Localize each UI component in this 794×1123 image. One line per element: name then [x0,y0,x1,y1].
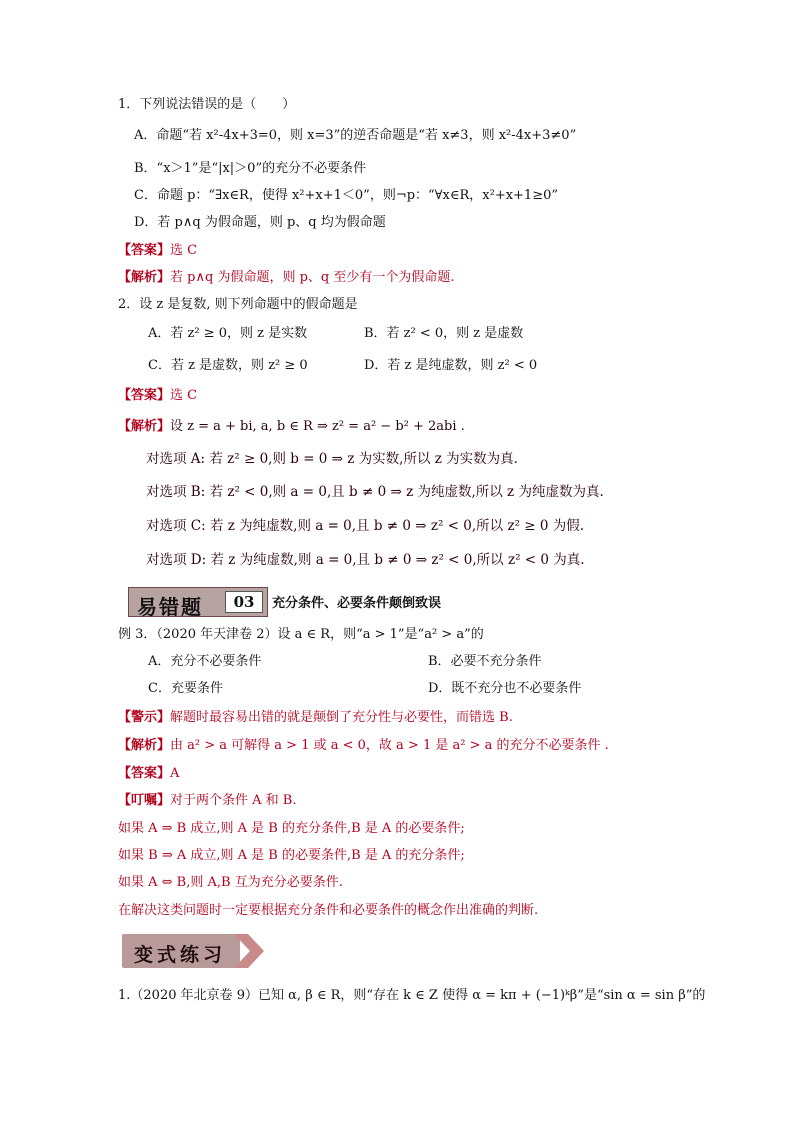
q2-option-b: B．若 z² < 0，则 z 是虚数 [364,326,524,341]
ex3-rule-2: 如果 B ⇒ A 成立,则 A 是 B 的必要条件,B 是 A 的充分条件; [118,848,465,863]
analysis-tag: 【解析】 [118,419,171,434]
section-title: 易错题 [137,595,203,619]
warning-tag: 【警示】 [118,710,171,725]
ex3-warning [118,709,513,727]
q1-answer [118,242,197,260]
section-number: 03 [225,591,263,613]
ex3-option-d: D．既不充分也不必要条件 [428,681,582,696]
q2-sub-analysis-c: 对选项 C: 若 z 为纯虚数,则 a = 0,且 b ≠ 0 ⇒ z² < 0,所以 z² ≥ 0 为假. [146,518,585,534]
q2-sub-analysis-b: 对选项 B: 若 z² < 0,则 a = 0,且 b ≠ 0 ⇒ z 为纯虚数,所以 z 为纯虚数为真. [146,484,604,500]
q1-option-a: A．命题“若 x²-4x+3=0，则 x=3”的逆否命题是“若 x≠3，则 x²-4x+3≠0” [134,128,577,143]
analysis-text: 若 p∧q 为假命题，则 p、q 至少有一个为假命题. [170,270,455,285]
q2-answer [118,387,197,405]
variant-title: 变式练习 [134,944,227,966]
variant-q1: 1.（2020 年北京卷 9）已知 α, β ∈ R，则“存在 k ∈ Z 使得 α = kπ + (−1)ᵏβ”是“sin α = sin β”的 [118,988,706,1003]
q2-analysis [118,418,465,436]
q2-sub-analysis-a: 对选项 A: 若 z² ≥ 0,则 b = 0 ⇒ z 为实数,所以 z 为实数为真. [146,451,518,467]
analysis-tag: 【解析】 [118,270,171,285]
q1-option-d: D．若 p∧q 为假命题，则 p、q 均为假命题 [134,215,386,230]
ex3-analysis [118,737,609,755]
q2-stem: 2．设 z 是复数, 则下列命题中的假命题是 [118,297,358,312]
section-banner [128,587,268,617]
ex3-note [118,792,297,810]
ex3-rule-4: 在解决这类问题时一定要根据充分条件和必要条件的概念作出准确的判断. [118,903,539,918]
analysis-text: 由 a² > a 可解得 a > 1 或 a < 0，故 a > 1 是 a² > a 的充分不必要条件 . [170,738,609,753]
variant-box [122,934,240,968]
answer-text: 选 C [170,243,198,258]
analysis-text: 设 z = a + bi, a, b ∈ R ⇒ z² = a² − b² + 2abi . [170,419,465,434]
analysis-tag: 【解析】 [118,738,171,753]
q1-option-c: C．命题 p：“∃x∈R，使得 x²+x+1＜0”，则¬p：“∀x∈R，x²+x+1≥0” [134,188,559,203]
answer-tag: 【答案】 [118,388,171,403]
q2-option-a: A．若 z² ≥ 0，则 z 是实数 [148,326,308,341]
ex3-stem: 例 3．（2020 年天津卷 2）设 a ∈ R，则“a > 1”是“a² > a”的 [118,627,484,642]
ex3-option-c: C．充要条件 [148,681,223,696]
q2-sub-analysis-d: 对选项 D: 若 z 为纯虚数,则 a = 0,且 b ≠ 0 ⇒ z² < 0,所以 z² < 0 为真. [146,552,585,568]
ex3-rule-1: 如果 A ⇒ B 成立,则 A 是 B 的充分条件,B 是 A 的必要条件; [118,821,465,836]
q1-stem: 1．下列说法错误的是（ ） [118,97,296,112]
q1-analysis [118,269,454,287]
answer-tag: 【答案】 [118,766,171,781]
chevron-right-icon [234,934,270,968]
q2-option-c: C．若 z 是虚数，则 z² ≥ 0 [148,358,308,373]
ex3-rule-3: 如果 A ⇔ B,则 A,B 互为充分必要条件. [118,875,343,890]
section-subtitle: 充分条件、必要条件颠倒致误 [272,596,442,611]
note-text: 对于两个条件 A 和 B. [170,793,297,808]
ex3-option-a: A．充分不必要条件 [148,654,262,669]
variant-banner [122,934,270,968]
answer-tag: 【答案】 [118,243,171,258]
ex3-option-b: B．必要不充分条件 [428,654,542,669]
answer-text: 选 C [170,388,198,403]
q1-option-b: B．“x＞1”是“|x|＞0”的充分不必要条件 [134,161,367,176]
answer-text: A [170,766,180,781]
warning-text: 解题时最容易出错的就是颠倒了充分性与必要性，而错选 B. [170,710,513,725]
ex3-answer [118,765,179,783]
q2-option-d: D．若 z 是纯虚数，则 z² < 0 [364,358,538,373]
note-tag: 【叮嘱】 [118,793,171,808]
